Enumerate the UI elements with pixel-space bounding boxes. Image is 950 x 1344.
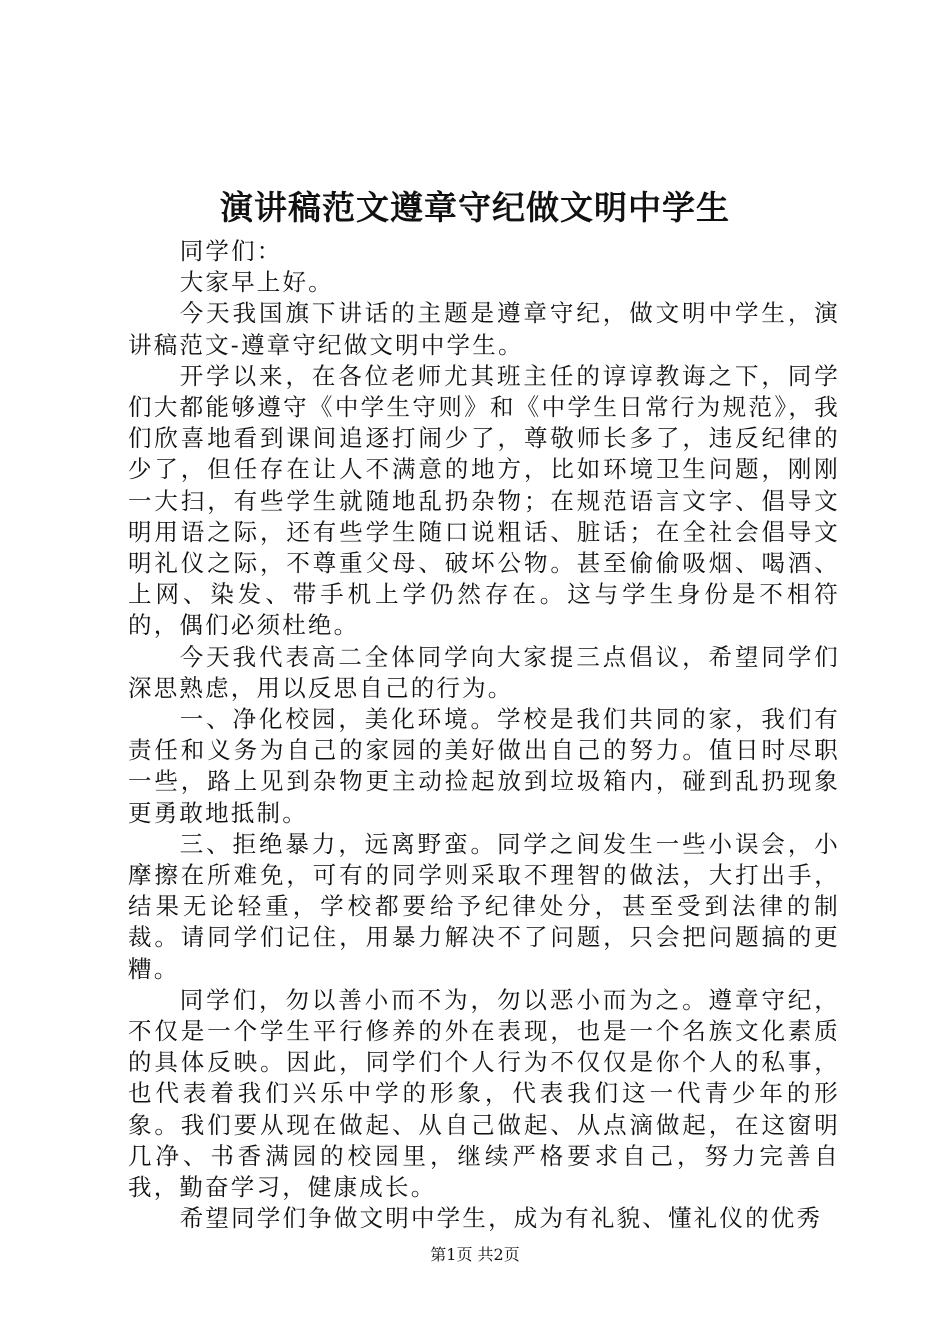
paragraph-greeting: 同学们：: [179, 237, 283, 265]
paragraph-point-one: 一、净化校园，美化环境。学校是我们共同的家，我们有责任和义务为自己的家园的美好做出自己的努力。值日时尽职一些，路上见到杂物更主动捡起放到垃圾箱内，碰到乱扔现象更勇敢地抵制。: [128, 705, 840, 827]
paragraph-point-three: 三、拒绝暴力，远离野蛮。同学之间发生一些小误会，小摩擦在所难免，可有的同学则采取不理智的做法，大打出手，结果无论轻重，学校都要给予纪律处分，甚至受到法律的制裁。请同学们记住，用暴力解决不了问题，只会把问题搞的更糟。: [128, 829, 840, 983]
paragraph-since-school-start: 开学以来，在各位老师尤其班主任的谆谆教诲之下，同学们大都能够遵守《中学生守则》和《中学生日常行为规范》，我们欣喜地看到课间追逐打闹少了，尊敬师长多了，违反纪律的少了，但任存在让人不满意的地方，比如环境卫生问题，刚刚一大扫，有些学生就随地乱扔杂物；在规范语言文字、倡导文明用语之际，还有些学生随口说粗话、脏话；在全社会倡导文明礼仪之际，不尊重父母、破坏公物。甚至偷偷吸烟、喝酒、上网、染发、带手机上学仍然存在。这与学生身份是不相符的，偶们必须杜绝。: [128, 361, 840, 640]
paragraph-closing: 希望同学们争做文明中学生，成为有礼貌、懂礼仪的优秀: [179, 1204, 823, 1233]
paragraph-topic: 今天我国旗下讲话的主题是遵章守纪，做文明中学生，演讲稿范文-遵章守纪做文明中学生。: [128, 299, 840, 359]
paragraph-conclusion: 同学们，勿以善小而不为，勿以恶小而为之。遵章守纪，不仅是一个学生平行修养的外在表现，也是一个名族文化素质的具体反映。因此，同学们个人行为不仅仅是你个人的私事，也代表着我们兴乐中学的形象，代表我们这一代青少年的形象。我们要从现在做起、从自己做起、从点滴做起，在这窗明几净、书香满园的校园里，继续严格要求自己，努力完善自我，勤奋学习，健康成长。: [128, 985, 840, 1202]
paragraph-morning: 大家早上好。: [179, 268, 334, 297]
paragraph-proposal: 今天我代表高二全体同学向大家提三点倡议，希望同学们深思熟虑，用以反思自己的行为。: [128, 642, 840, 702]
page-footer: 第1页 共2页: [430, 1245, 520, 1264]
document-title: 演讲稿范文遵章守纪做文明中学生: [220, 188, 730, 227]
document-body: [128, 236, 840, 1235]
